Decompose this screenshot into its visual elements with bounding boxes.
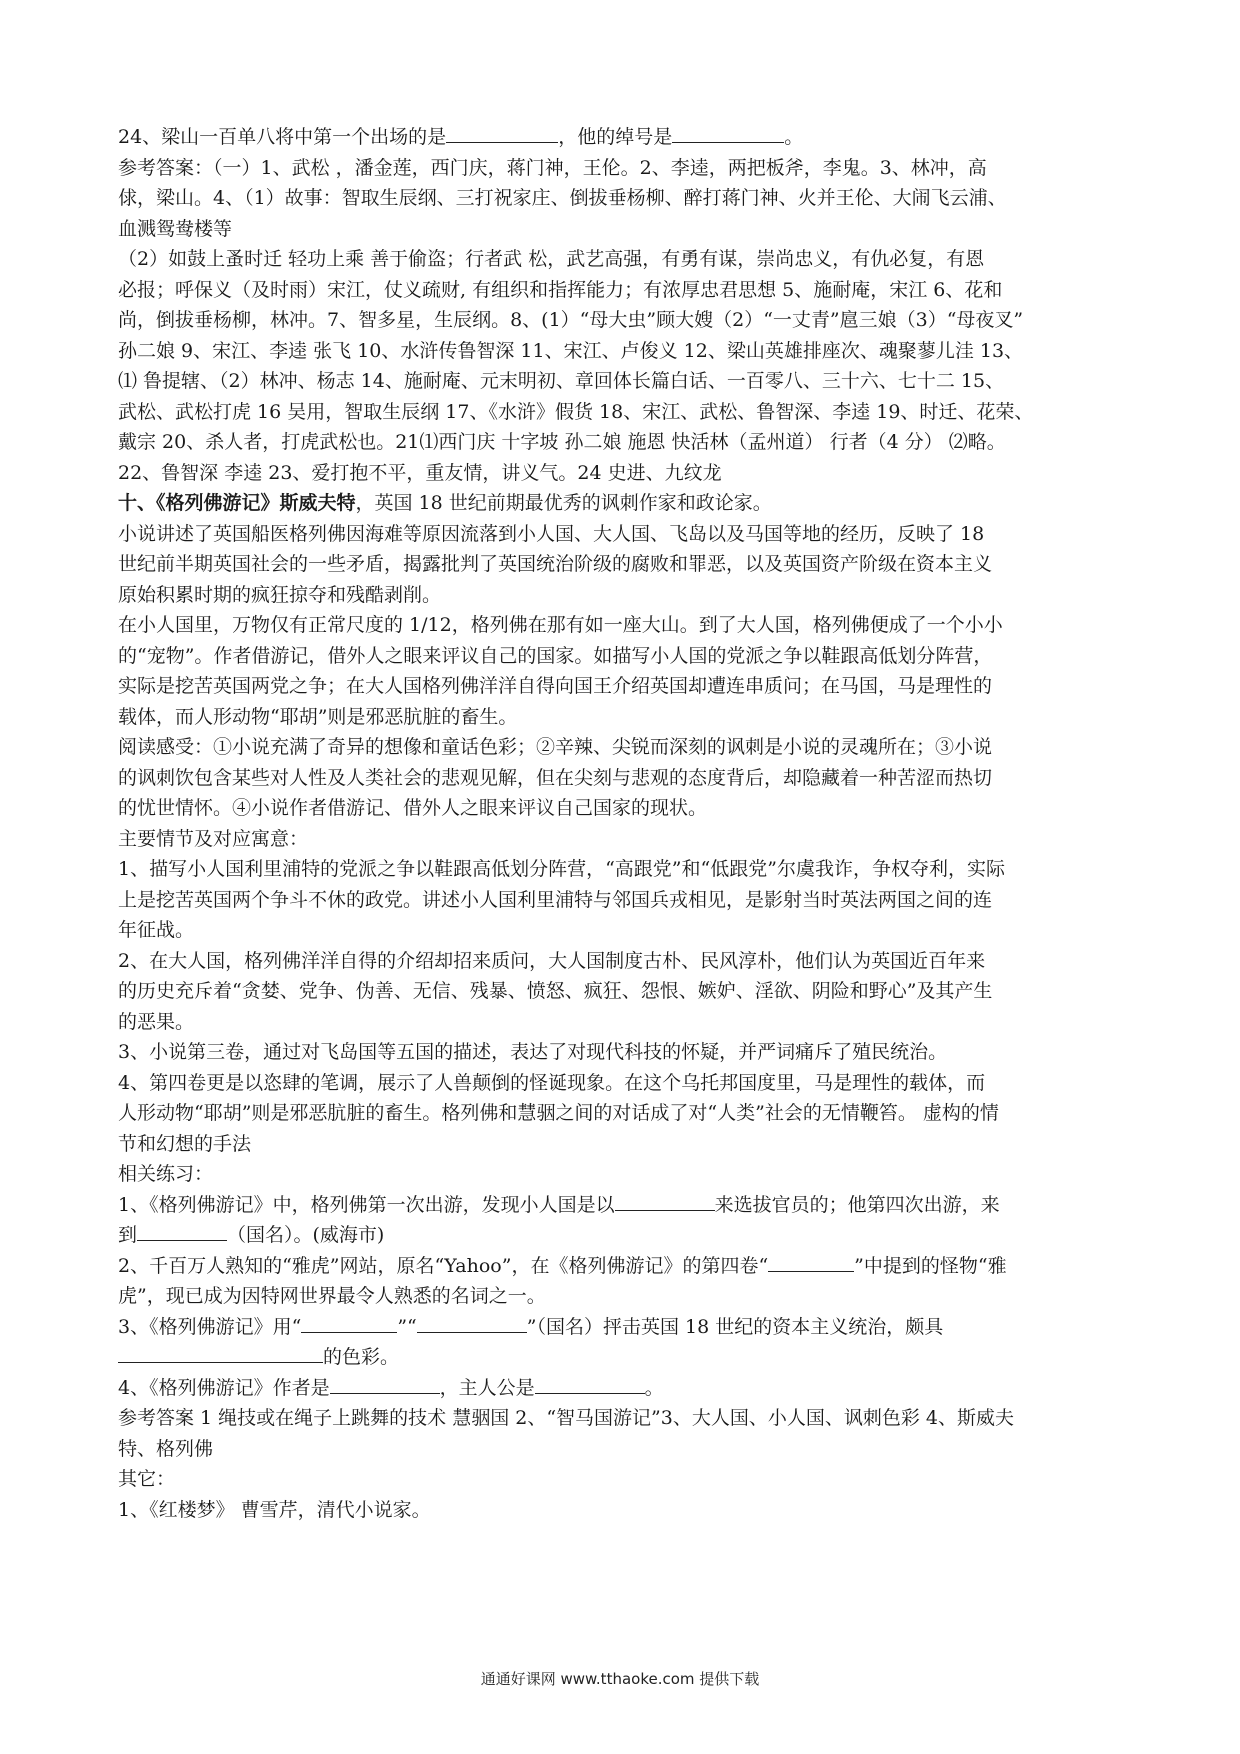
other-item-1: 1、《红楼梦》 曹雪芹，清代小说家。: [118, 1498, 431, 1521]
plot-item-3: 3、小说第三卷，通过对飞岛国等五国的描述，表达了对现代科技的怀疑，并严词痛斥了殖民统治。: [118, 1041, 948, 1063]
text-line: 小说讲述了英国船医格列佛因海难等原因流落到小人国、大人国、飞岛以及马国等地的经历，反映了 18: [118, 522, 985, 545]
exercise-3: [118, 1312, 1128, 1373]
exercise-text: 虎”，现已成为因特网世界最令人熟悉的名词之一。: [118, 1285, 546, 1307]
answer-line: 血溅鸳鸯楼等: [118, 217, 233, 240]
answer-line: 22、鲁智深 李逵 23、爱打抱不平，重友情，讲义气。24 史进、九纹龙: [118, 461, 722, 484]
answer-line: 武松、武松打虎 16 吴用，智取生辰纲 17、《水浒》假货 18、宋江、武松、鲁智深、李逵 19、时迁、花荣、: [118, 400, 1034, 423]
answer-line: 参考答案：（一）1、武松 ，潘金莲，西门庆，蒋门神，王伦。2、李逵，两把板斧，李鬼。3、林冲，高: [118, 156, 987, 179]
exercise-text: ，主人公是: [439, 1376, 535, 1399]
answer-line: （2）如鼓上蚤时迁 轻功上乘 善于偷盗；行者武 松，武艺高强，有勇有谋，崇尚忠义，有仇必复，有恩: [118, 248, 985, 270]
exercise-text: 的色彩。: [323, 1346, 400, 1368]
answer-blank: [768, 1253, 854, 1272]
page-footer: 通通好课网 www.tthaoke.com 提供下载: [480, 1670, 760, 1688]
text-line: 1、描写小人国利里浦特的党派之争以鞋跟高低划分阵营，“高跟党”和“低跟党”尔虞我诈，争权夺利，实际: [118, 858, 1005, 880]
exercise-text: 到: [118, 1224, 138, 1246]
answer-blank: [535, 1375, 645, 1394]
q24-text-b: ，他的绰号是: [558, 126, 673, 148]
exercise-text: ”（国名）抨击英国 18 世纪的资本主义统治，颇具: [526, 1315, 944, 1338]
text-line: 世纪前半期英国社会的一些矛盾，揭露批判了英国统治阶级的腐败和罪恶，以及英国资产阶级在资本主义: [118, 553, 993, 575]
q24-text-c: 。: [784, 126, 804, 148]
section-title-rest: ，英国 18 世纪前期最优秀的讽刺作家和政论家。: [355, 492, 772, 514]
exercise-text: ”“: [397, 1315, 417, 1338]
answer-blank: [137, 1222, 227, 1241]
exercise-text: 1、《格列佛游记》中，格列佛第一次出游，发现小人国是以: [118, 1193, 615, 1216]
answer-blank: [446, 124, 558, 143]
answer-blank: [672, 124, 784, 143]
exercise-text: 4、《格列佛游记》作者是: [118, 1376, 330, 1399]
answer-line: ⑴ 鲁提辖、（2）林冲、杨志 14、施耐庵、元末明初、章回体长篇白话、一百零八、三十六、七十二 15、: [118, 370, 1005, 392]
text-line: 实际是挖苦英国两党之争；在大人国格列佛洋洋自得向国王介绍英国却遭连串质问；在马国，马是理性的: [118, 675, 993, 697]
answer-line: 戴宗 20、杀人者，打虎武松也。21⑴西门庆 十字坡 孙二娘 施恩 快活林（孟州道） 行者（4 分） ⑵略。: [118, 431, 1006, 453]
answer-line: 俅，梁山。4、（1）故事：智取生辰纲、三打祝家庄、倒拔垂杨柳、醉打蒋门神、火并王伦、大闹飞云浦、: [118, 187, 1007, 209]
exercise-1: [118, 1190, 1128, 1251]
answer-line: 必报；呼保义（及时雨）宋江，仗义疏财, 有组织和指挥能力；有浓厚忠君思想 5、施耐庵，宋江 6、花和: [118, 278, 1003, 301]
exercise-text: 2、千百万人熟知的“雅虎”网站，原名“Yahoo”，在《格列佛游记》的第四卷“: [118, 1254, 769, 1277]
exercise-2: [118, 1251, 1128, 1312]
text-line: 的恶果。: [118, 1010, 195, 1033]
section-title: 十、《格列佛游记》斯威夫特: [118, 492, 356, 514]
plot-item-4: [118, 1068, 1128, 1160]
summary-paragraph: [118, 519, 1128, 611]
exercise-text: 。: [644, 1376, 664, 1399]
answer-line: 参考答案 1 绳技或在绳子上跳舞的技术 慧骃国 2、“智马国游记”3、大人国、小人国、讽刺色彩 4、斯威夫: [118, 1407, 1014, 1429]
answer-blank: [417, 1314, 527, 1333]
text-line: 载体，而人形动物“耶胡”则是邪恶肮脏的畜生。: [118, 705, 518, 728]
exercise-text: 3、《格列佛游记》用“: [118, 1315, 302, 1338]
text-line: 的历史充斥着“贪婪、党争、伪善、无信、残暴、愤怒、疯狂、怨恨、嫉妒、淫欲、阴险和野心”及其产生: [118, 980, 993, 1002]
text-line: 的忧世情怀。④小说作者借游记、借外人之眼来评议自己国家的现状。: [118, 797, 708, 819]
text-line: 4、第四卷更是以恣肆的笔调，展示了人兽颠倒的怪诞现象。在这个乌托邦国度里，马是理性的载体，而: [118, 1071, 986, 1094]
text-line: 节和幻想的手法: [118, 1132, 252, 1155]
text-line: 的“宠物”。作者借游记，借外人之眼来评议自己的国家。如描写小人国的党派之争以鞋跟高低划分阵营，: [118, 644, 993, 667]
reference-answers-gulliver: [118, 1403, 1128, 1464]
reference-answers-shuihu: [118, 153, 1128, 489]
answer-blank: [301, 1314, 397, 1333]
answer-line: 特、格列佛: [118, 1437, 214, 1460]
practice-heading: 相关练习：: [118, 1163, 214, 1185]
exercise-text: ”中提到的怪物“雅: [854, 1254, 1007, 1277]
plot-item-1: [118, 854, 1128, 946]
plots-heading: 主要情节及对应寓意：: [118, 827, 309, 850]
text-line: 年征战。: [118, 919, 195, 941]
answer-line: 孙二娘 9、宋江、李逵 张飞 10、水浒传鲁智深 11、宋江、卢俊义 12、梁山英雄排座次、魂聚蓼儿洼 13、: [118, 339, 1024, 362]
text-line: 的讽刺饮包含某些对人性及人类社会的悲观见解，但在尖刻与悲观的态度背后，却隐藏着一种苦涩而热切: [118, 766, 993, 789]
reading-impressions: [118, 732, 1128, 824]
other-heading: 其它：: [118, 1468, 176, 1490]
exercise-text: （国名）。(威海市): [227, 1224, 385, 1246]
exercise-text: 来选拔官员的；他第四次出游，来: [714, 1193, 1000, 1216]
text-line: 2、在大人国，格列佛洋洋自得的介绍却招来质问，大人国制度古朴、民风淳朴，他们认为英国近百年来: [118, 949, 986, 972]
answer-blank: [330, 1375, 440, 1394]
plot-item-2: [118, 946, 1128, 1038]
section-10-heading: [118, 488, 1128, 519]
text-line: 在小人国里，万物仅有正常尺度的 1/12，格列佛在那有如一座大山。到了大人国，格列佛便成了一个小小: [118, 614, 1003, 636]
question-24: [118, 122, 1128, 153]
exercise-4: [118, 1373, 1128, 1404]
text-line: 原始积累时期的疯狂掠夺和残酷剥削。: [118, 583, 442, 606]
text-line: 人形动物“耶胡”则是邪恶肮脏的畜生。格列佛和慧骃之间的对话成了对“人类”社会的无情鞭笞。 虚构的情: [118, 1102, 999, 1124]
description-paragraph: [118, 610, 1128, 732]
text-line: 上是挖苦英国两个争斗不休的政党。讲述小人国利里浦特与邻国兵戎相见，是影射当时英法两国之间的连: [118, 888, 993, 911]
q24-text-a: 24、梁山一百单八将中第一个出场的是: [118, 126, 447, 148]
answer-blank: [615, 1192, 715, 1211]
answer-line: 尚，倒拔垂杨柳，林冲。7、智多星，生辰纲。8、(1）“母大虫”顾大嫂（2）“一丈青”扈三娘（3）“母夜叉”: [118, 309, 1024, 331]
text-line: 阅读感受：①小说充满了奇异的想像和童话色彩；②辛辣、尖锐而深刻的讽刺是小说的灵魂所在；③小说: [118, 736, 993, 758]
answer-blank: [118, 1344, 323, 1363]
